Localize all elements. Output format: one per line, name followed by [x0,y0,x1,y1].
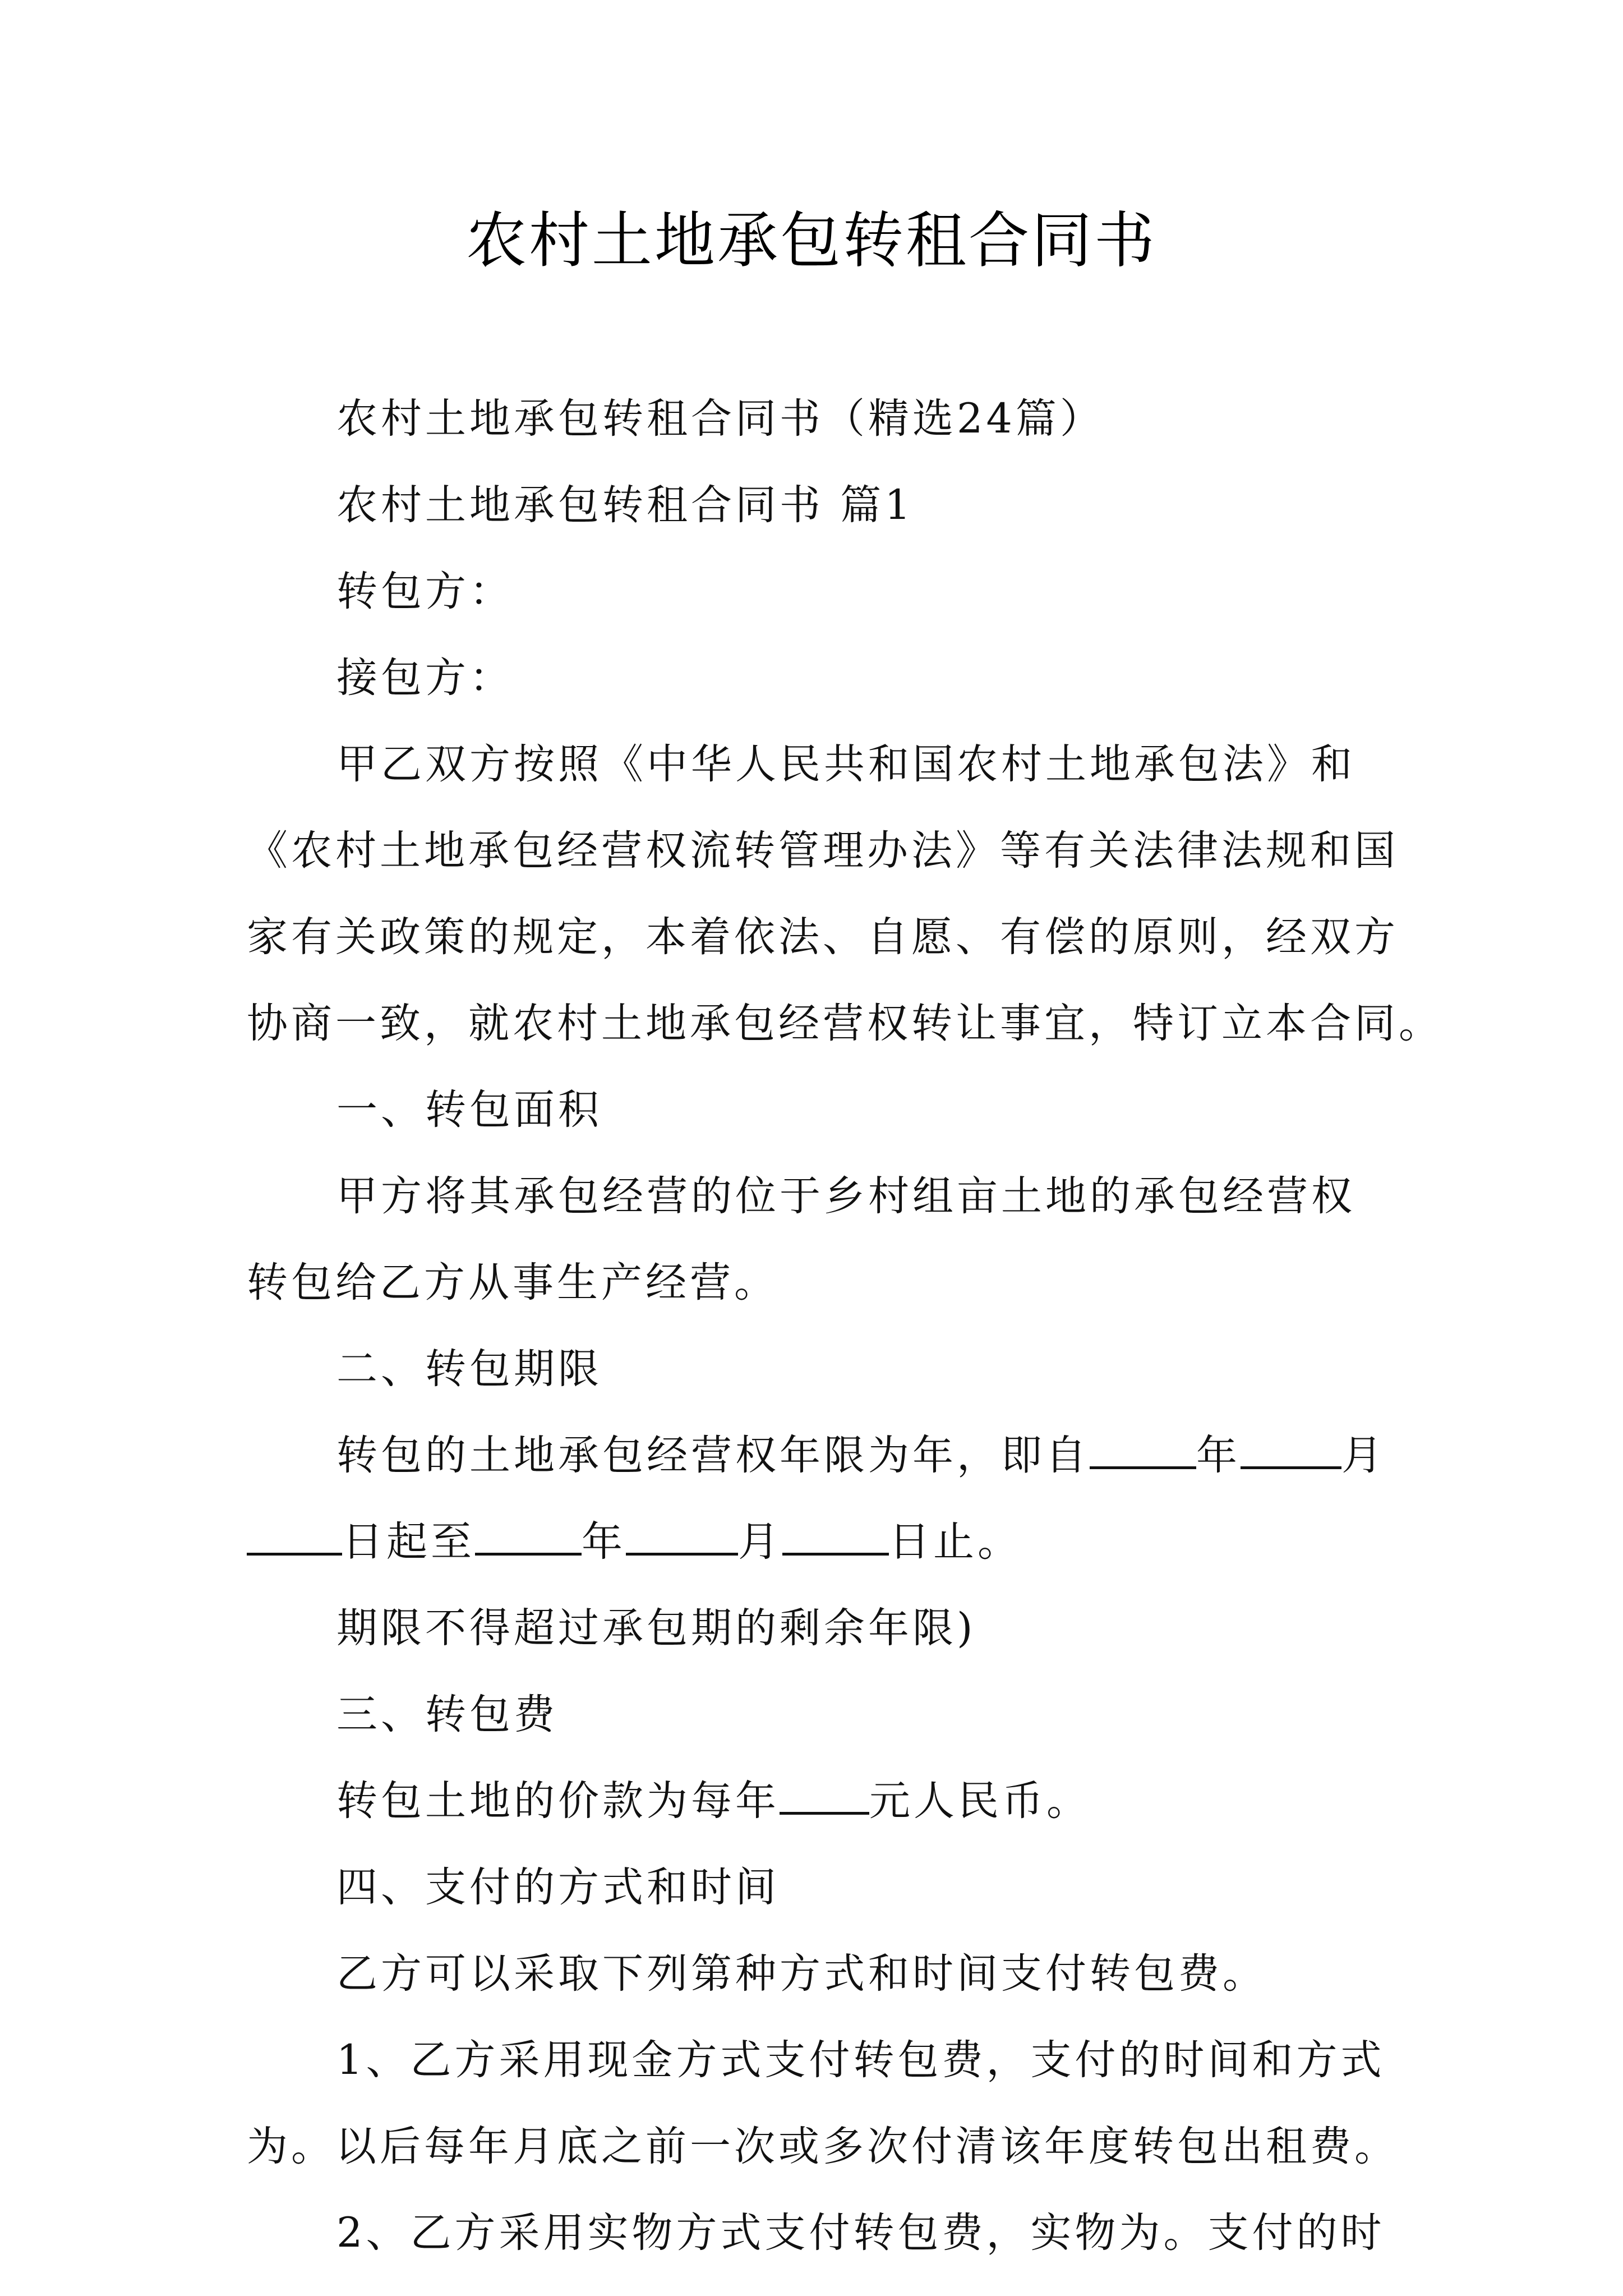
end-day-blank [782,1519,889,1556]
clause-1-text-line-1: 甲方将其承包经营的位于乡村组亩土地的承包经营权 [336,1172,1355,1220]
fee-amount-blank [780,1778,869,1815]
end-year-label: 年 [582,1518,626,1566]
clause-2-note: 期限不得超过承包期的剩余年限) [336,1604,976,1652]
start-month-blank [1241,1433,1341,1469]
clause-4-item-1-line-2: 为。以后每年月底之前一次或多次付清该年度转包出租费。 [247,2123,1399,2170]
clause-1-heading: 一、转包面积 [336,1086,602,1134]
end-year-blank [475,1519,582,1556]
clause-2-text-line-1 [247,1412,1386,1499]
clause-2-text-start: 转包的土地承包经营权年限为年，即自 [336,1432,1090,1479]
section-heading-pian1: 农村土地承包转租合同书 篇1 [336,481,914,529]
clause-1-text-line-2: 转包给乙方从事生产经营。 [247,1259,778,1306]
clause-2-heading: 二、转包期限 [336,1345,602,1393]
clause-3-text-start: 转包土地的价款为每年 [336,1777,780,1825]
document-body [247,376,1443,2276]
clause-2-text-line-2 [247,1499,1380,1585]
party-transferor-line: 转包方： [336,568,514,615]
end-month-label: 月 [738,1518,782,1566]
clause-4-item-1-line-1: 1、乙方采用现金方式支付转包费，支付的时间和方式 [336,2036,1385,2084]
end-day-label: 日止。 [889,1518,1022,1566]
document-title: 农村土地承包转租合同书 [465,206,1157,276]
clause-3-text-end: 元人民币。 [869,1777,1091,1825]
subtitle-line: 农村土地承包转租合同书（精选24篇） [336,395,1104,443]
start-year-blank [1090,1433,1196,1469]
start-day-blank [247,1519,342,1556]
preamble-line-3: 家有关政策的规定，本着依法、自愿、有偿的原则，经双方 [247,913,1399,961]
preamble-line-1: 甲乙双方按照《中华人民共和国农村土地承包法》和 [336,740,1355,788]
clause-3-heading: 三、转包费 [336,1691,558,1738]
month-label: 月 [1341,1432,1386,1479]
party-transferee-line: 接包方： [336,654,514,702]
day-start-label: 日起至 [342,1518,475,1566]
clause-4-intro: 乙方可以采取下列第种方式和时间支付转包费。 [336,1950,1267,1998]
preamble-line-2: 《农村土地承包经营权流转管理办法》等有关法律法规和国 [247,827,1399,875]
preamble-line-4: 协商一致，就农村土地承包经营权转让事宜，特订立本合同。 [247,1000,1443,1047]
clause-4-item-2-line-1: 2、乙方采用实物方式支付转包费，实物为。支付的时 [336,2209,1385,2257]
end-month-blank [626,1519,738,1556]
clause-3-text [247,1758,1380,1844]
clause-4-heading: 四、支付的方式和时间 [336,1864,780,1911]
year-label: 年 [1196,1432,1241,1479]
